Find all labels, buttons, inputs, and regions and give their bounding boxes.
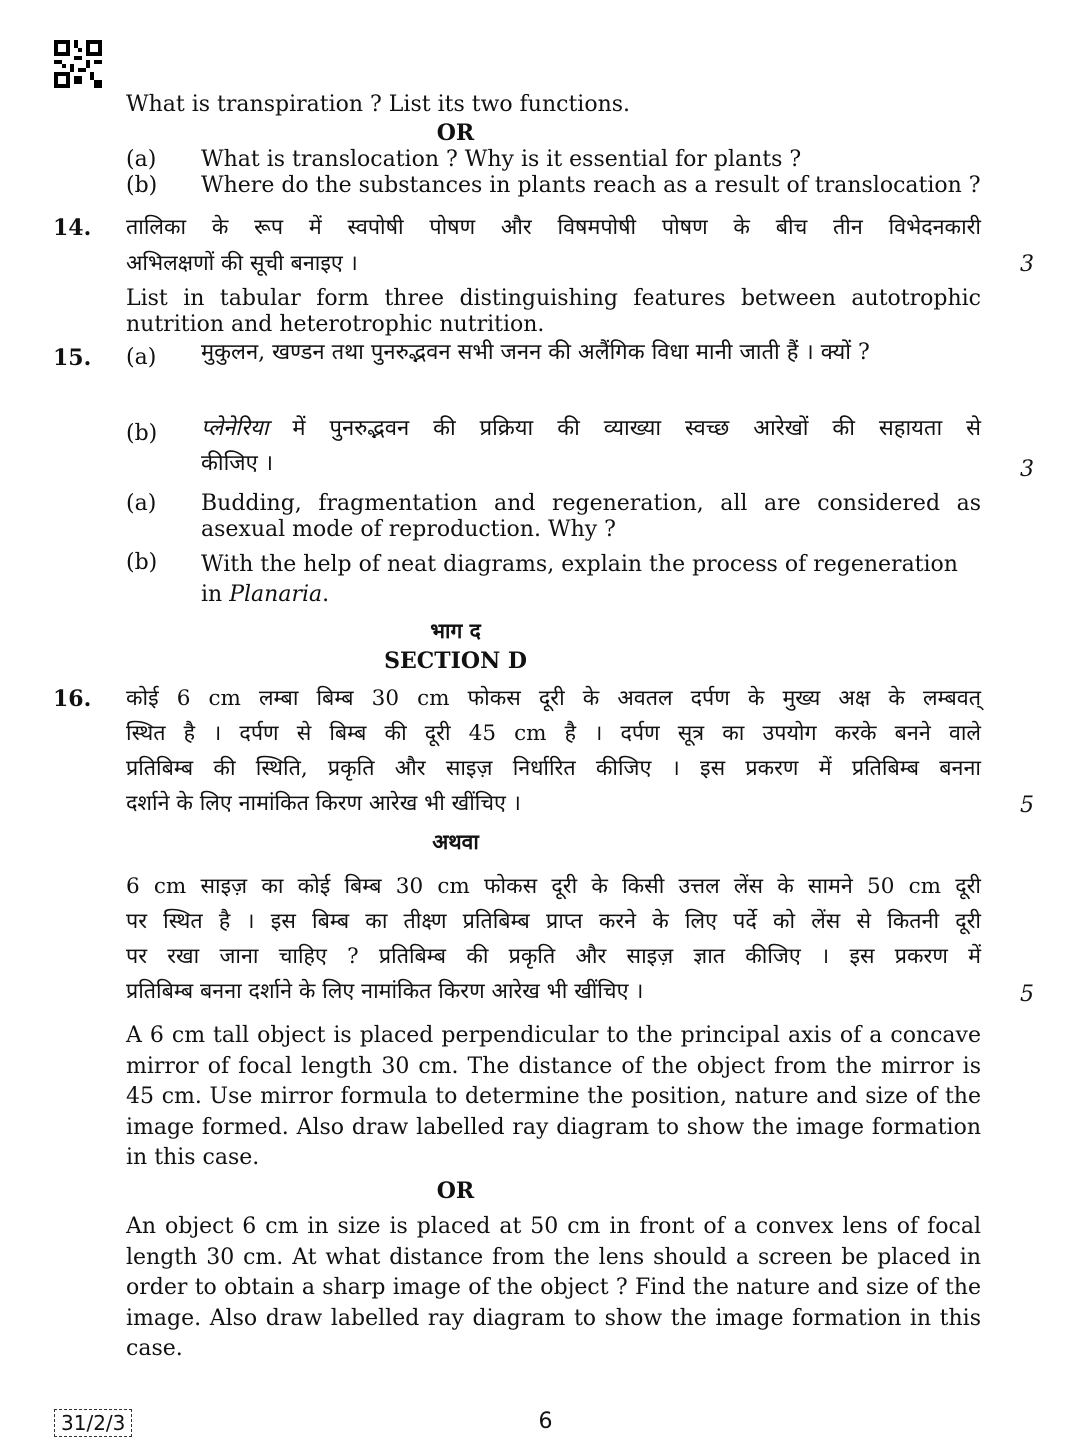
q14-hindi-line1: तालिका के रूप में स्वपोषी पोषण और विषमपोषी पोषण के बीच तीन विभेदनकारी: [126, 215, 981, 240]
q15-marks: 3: [1020, 457, 1034, 482]
q16-athva: अथवा: [432, 829, 479, 854]
q15-b-eng-label: (b): [126, 550, 158, 575]
q16-alt-hindi-line2: पर स्थित है । इस बिम्ब का तीक्ष्ण प्रतिबिम्ब प्राप्त करने के लिए पर्दे को लेंस से कितनी दूरी: [126, 909, 981, 934]
q15-a-hindi: मुकुलन, खण्डन तथा पुनरुद्भवन सभी जनन की अलैंगिक विधा मानी जाती हैं । क्यों ?: [201, 340, 870, 365]
section-english: SECTION D: [384, 648, 527, 674]
q13-question: What is transpiration ? List its two functions.: [126, 92, 631, 117]
q16-hindi-line2: स्थित है । दर्पण से बिम्ब की दूरी 45 cm है । दर्पण सूत्र का उपयोग करके बनने वाले: [126, 721, 981, 746]
q14-hindi-line2: अभिलक्षणों की सूची बनाइए ।: [126, 251, 358, 276]
q13-or: OR: [436, 120, 475, 146]
section-hindi: भाग द: [430, 618, 481, 643]
q16-hindi-line4: दर्शाने के लिए नामांकित किरण आरेख भी खींचिए ।: [126, 791, 521, 816]
q16-english: A 6 cm tall object is placed perpendicular to the principal axis of a concave mirror of focal length 30 cm. The distance of the object from the mirror is 45 cm. Use mirror formula to determine the position, nature and size of the image formed. Also draw labelled ray diagram to show the image formation in this case.: [126, 1023, 981, 1170]
q16-alt-hindi-line4: प्रतिबिम्ब बनना दर्शाने के लिए नामांकित किरण आरेख भी खींचिए ।: [126, 979, 644, 1004]
q15-number: 15.: [53, 345, 92, 371]
q16-marks-2: 5: [1020, 982, 1034, 1007]
q16-number: 16.: [53, 686, 92, 712]
q15-b-label: (b): [126, 421, 158, 446]
q15-b-hindi-line1: प्लेनेरिया में पुनरुद्भवन की प्रक्रिया की व्याख्या स्वच्छ आरेखों की सहायता से: [201, 416, 981, 441]
q14-english: List in tabular form three distinguishing features between autotrophic nutrition and heterotrophic nutrition.: [126, 286, 981, 337]
q13-a-text: What is translocation ? Why is it essential for plants ?: [201, 147, 802, 172]
planaria-hindi: प्लेनेरिया: [201, 416, 269, 441]
qr-code-icon: [54, 40, 102, 88]
q16-alt-hindi-line3: पर रखा जाना चाहिए ? प्रतिबिम्ब की प्रकृति और साइज़ ज्ञात कीजिए । इस प्रकरण में: [126, 944, 981, 969]
q16-marks-1: 5: [1020, 793, 1034, 818]
q16-hindi-line1: कोई 6 cm लम्बा बिम्ब 30 cm फोकस दूरी के अवतल दर्पण के मुख्य अक्ष के लम्बवत्: [126, 686, 981, 711]
q13-b-text: Where do the substances in plants reach as a result of translocation ?: [201, 173, 981, 198]
planaria-english: Planaria: [229, 582, 323, 607]
q15-b-english: With the help of neat diagrams, explain the process of regeneration in Planaria.: [201, 552, 958, 607]
paper-code: 31/2/3: [54, 1409, 132, 1437]
q13-b-label: (b): [126, 173, 158, 198]
q16-hindi-line3: प्रतिबिम्ब की स्थिति, प्रकृति और साइज़ निर्धारित कीजिए । इस प्रकरण में प्रतिबिम्ब बनना: [126, 756, 981, 781]
q13-a-label: (a): [126, 147, 157, 172]
q15-b-hindi-line2: कीजिए ।: [201, 451, 274, 476]
q15-a-label: (a): [126, 345, 157, 370]
q15-a-english: Budding, fragmentation and regeneration, all are considered as asexual mode of reproduction. Why ?: [201, 491, 981, 542]
page-number: 6: [538, 1409, 553, 1434]
q16-alt-hindi-line1: 6 cm साइज़ का कोई बिम्ब 30 cm फोकस दूरी के किसी उत्तल लेंस के सामने 50 cm दूरी: [126, 874, 981, 899]
q14-number: 14.: [53, 215, 92, 241]
q15-a-eng-label: (a): [126, 491, 157, 516]
q16-or: OR: [436, 1178, 475, 1204]
q14-marks: 3: [1020, 252, 1034, 277]
q16-alt-english: An object 6 cm in size is placed at 50 cm in front of a convex lens of focal length 30 cm. At what distance from the lens should a screen be placed in order to obtain a sharp image of the object ? Find the nature and size of the image. Also draw labelled ray diagram to show the image formation in this case.: [126, 1214, 981, 1361]
